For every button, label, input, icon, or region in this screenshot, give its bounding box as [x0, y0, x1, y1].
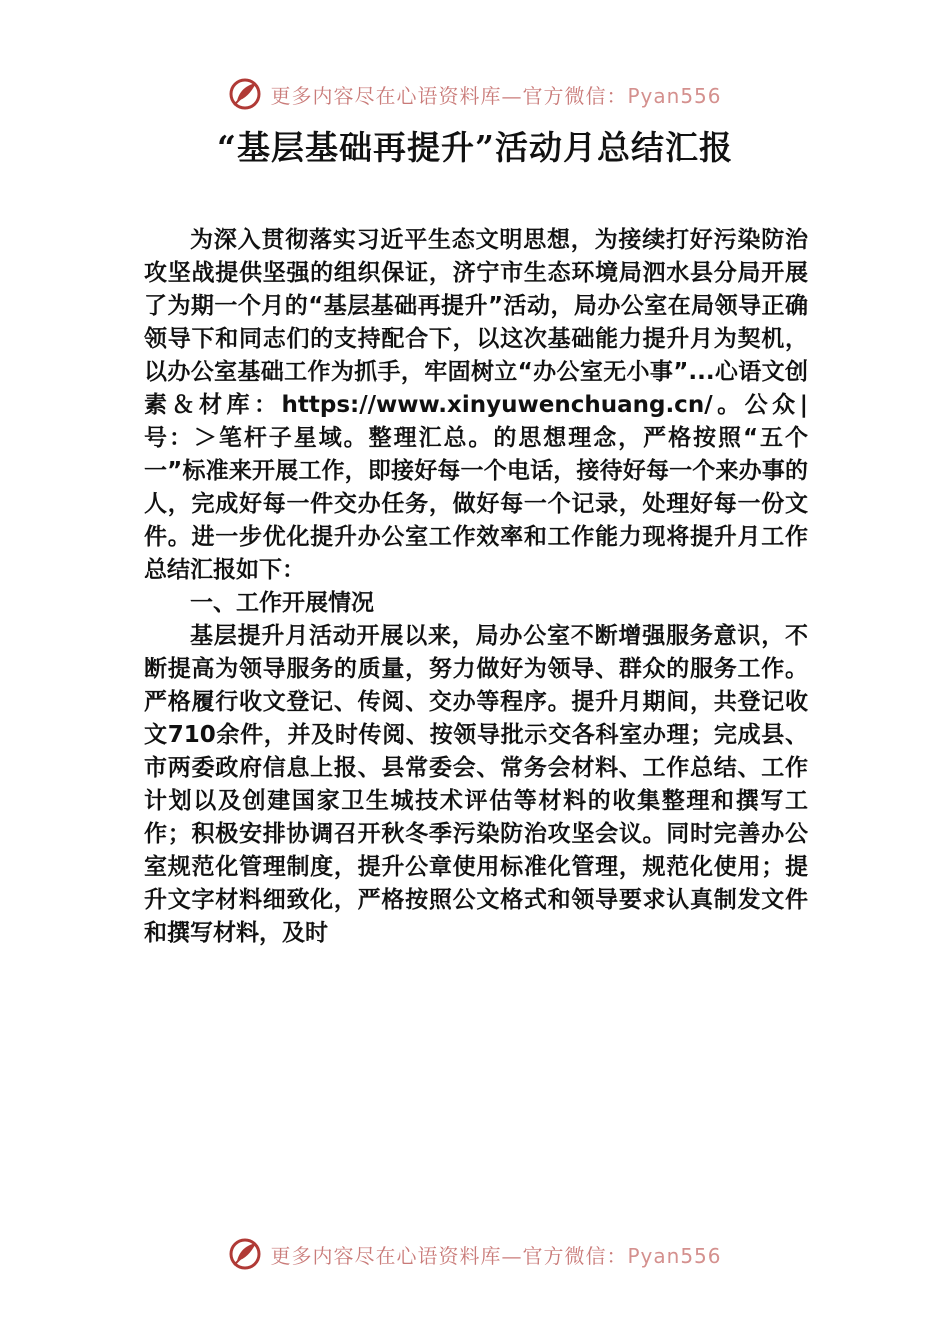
watermark-text: 更多内容尽在心语资料库—官方微信：Pyan556 [270, 1243, 722, 1268]
document-body [144, 224, 808, 950]
intro-paragraph: 为深入贯彻落实习近平生态文明思想，为接续打好污染防治攻坚战提供坚强的组织保证，济宁市生态环境局泗水县分局开展了为期一个月的“基层基础再提升”活动，局办公室在局领导正确领导下和同志们的支持配合下，以这次基础能力提升月为契机，以办公室基础工作为抓手，牢固树立“办公室无小事”...心语文创素＆材库：https://www.xinyuwenchuang.cn/。公众|号：＞笔杆子星域。整理汇总。的思想理念，严格按照“五个一”标准来开展工作，即接好每一个电话，接待好每一个来办事的人，完成好每一件交办任务，做好每一个记录，处理好每一份文件。进一步优化提升办公室工作效率和工作能力现将提升月工作总结汇报如下： [144, 227, 808, 583]
body-paragraph: 基层提升月活动开展以来，局办公室不断增强服务意识，不断提高为领导服务的质量，努力做好为领导、群众的服务工作。严格履行收文登记、传阅、交办等程序。提升月期间，共登记收文710余件，并及时传阅、按领导批示交各科室办理；完成县、市两委政府信息上报、县常委会、常务会材料、工作总结、工作计划以及创建国家卫生城技术评估等材料的收集整理和撰写工作；积极安排协调召开秋冬季污染防治攻坚会议。同时完善办公室规范化管理制度，提升公章使用标准化管理，规范化使用；提升文字材料细致化，严格按照公文格式和领导要求认真制发文件和撰写材料，及时 [144, 623, 808, 946]
watermark-id: Pyan556 [627, 83, 722, 108]
leaf-logo-icon [228, 77, 262, 111]
leaf-logo-icon [228, 1237, 262, 1271]
watermark-text: 更多内容尽在心语资料库—官方微信：Pyan556 [270, 83, 722, 108]
document-title: “基层基础再提升”活动月总结汇报 [217, 128, 733, 167]
footer-watermark [0, 1234, 950, 1274]
watermark-id: Pyan556 [627, 1243, 722, 1268]
header-watermark [0, 74, 950, 114]
section-heading: 一、工作开展情况 [190, 590, 374, 616]
